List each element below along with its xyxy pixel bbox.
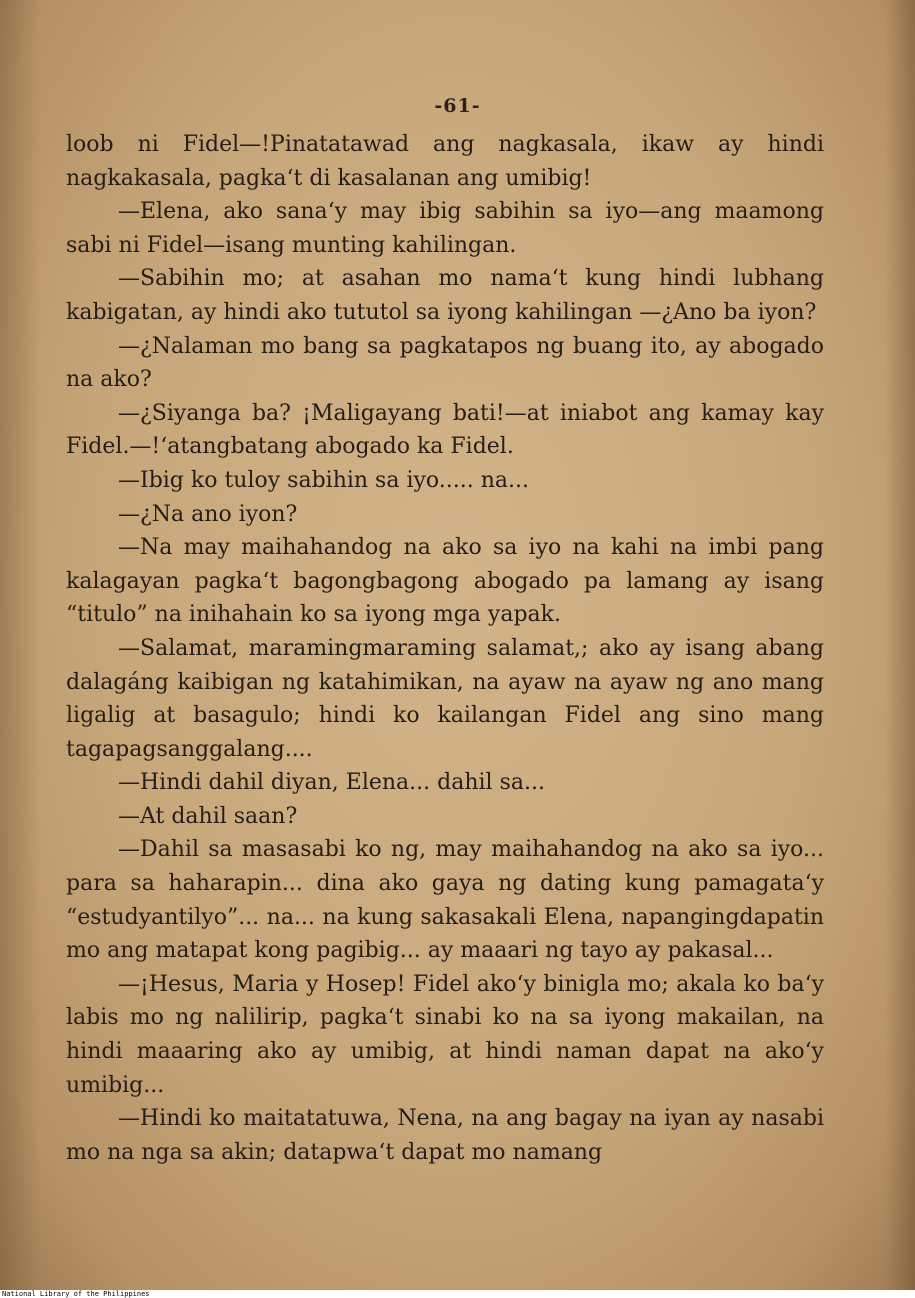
paragraph: —¡Hesus, Maria y Hosep! Fidel ako‘y binigla mo; akala ko ba‘y labis mo ng nalilirip, pagka‘t sinabi ko na sa iyong makailan, na hindi maaaring ako ay umibig, at hindi naman dapat na ako‘y umibig... [66, 971, 824, 1098]
paragraph: —Elena, ako sana‘y may ibig sabihin sa iyo—ang maamong sabi ni Fidel—isang munting kahilingan. [66, 199, 824, 258]
paragraph: —Salamat, maramingmaraming salamat,; ako ay isang abang dalagáng kaibigan ng katahimikan, na ayaw na ayaw ng ano mang ligalig at basagulo; hindi ko kailangan Fidel ang sino mang tagapagsanggalang.... [66, 635, 824, 762]
paragraph: —Na may maihahandog na ako sa iyo na kahi na imbi pang kalagayan pagka‘t bagongbagong abogado pa lamang ay isang “titulo” na inihahain ko sa iyong mga yapak. [66, 535, 824, 628]
paragraph: loob ni Fidel—!Pinatatawad ang nagkasala, ikaw ay hindi nagkakasala, pagka‘t di kasalanan ang umibig! [66, 132, 824, 191]
paragraph: —Ibig ko tuloy sabihin sa iyo..... na... [118, 467, 530, 493]
paragraph: —Dahil sa masasabi ko ng, may maihahandog na ako sa iyo... para sa haharapin... dina ako gaya ng dating kung pamagata‘y “estudyantilyo”... na... na kung sakasakali Elena, napangingdapatin mo ang matapat kong pagibig... ay maaari ng tayo ay pakasal... [66, 837, 824, 964]
library-credit: National Library of the Philippines [2, 1290, 150, 1298]
body-text [66, 128, 824, 1169]
paragraph: —Sabihin mo; at asahan mo nama‘t kung hindi lubhang kabigatan, ay hindi ako tututol sa iyong kahilingan —¿Ano ba iyon? [66, 266, 824, 325]
paragraph: —¿Siyanga ba? ¡Maligayang bati!—at iniabot ang kamay kay Fidel.—!‘atangbatang abogado ka Fidel. [66, 400, 824, 460]
paragraph: —¿Nalaman mo bang sa pagkatapos ng buang ito, ay abogado na ako? [66, 333, 824, 393]
paragraph: —Hindi ko maitatatuwa, Nena, na ang bagay na iyan ay nasabi mo na nga sa akin; datapwa‘t dapat mo namang [66, 1106, 824, 1165]
paragraph: —¿Na ano iyon? [118, 501, 298, 527]
page-shadow-left [0, 0, 40, 1290]
paragraph: —At dahil saan? [118, 803, 298, 829]
paragraph: —Hindi dahil diyan, Elena... dahil sa... [118, 770, 545, 796]
page-shadow-right [885, 0, 915, 1290]
page-number: -61- [434, 95, 481, 117]
